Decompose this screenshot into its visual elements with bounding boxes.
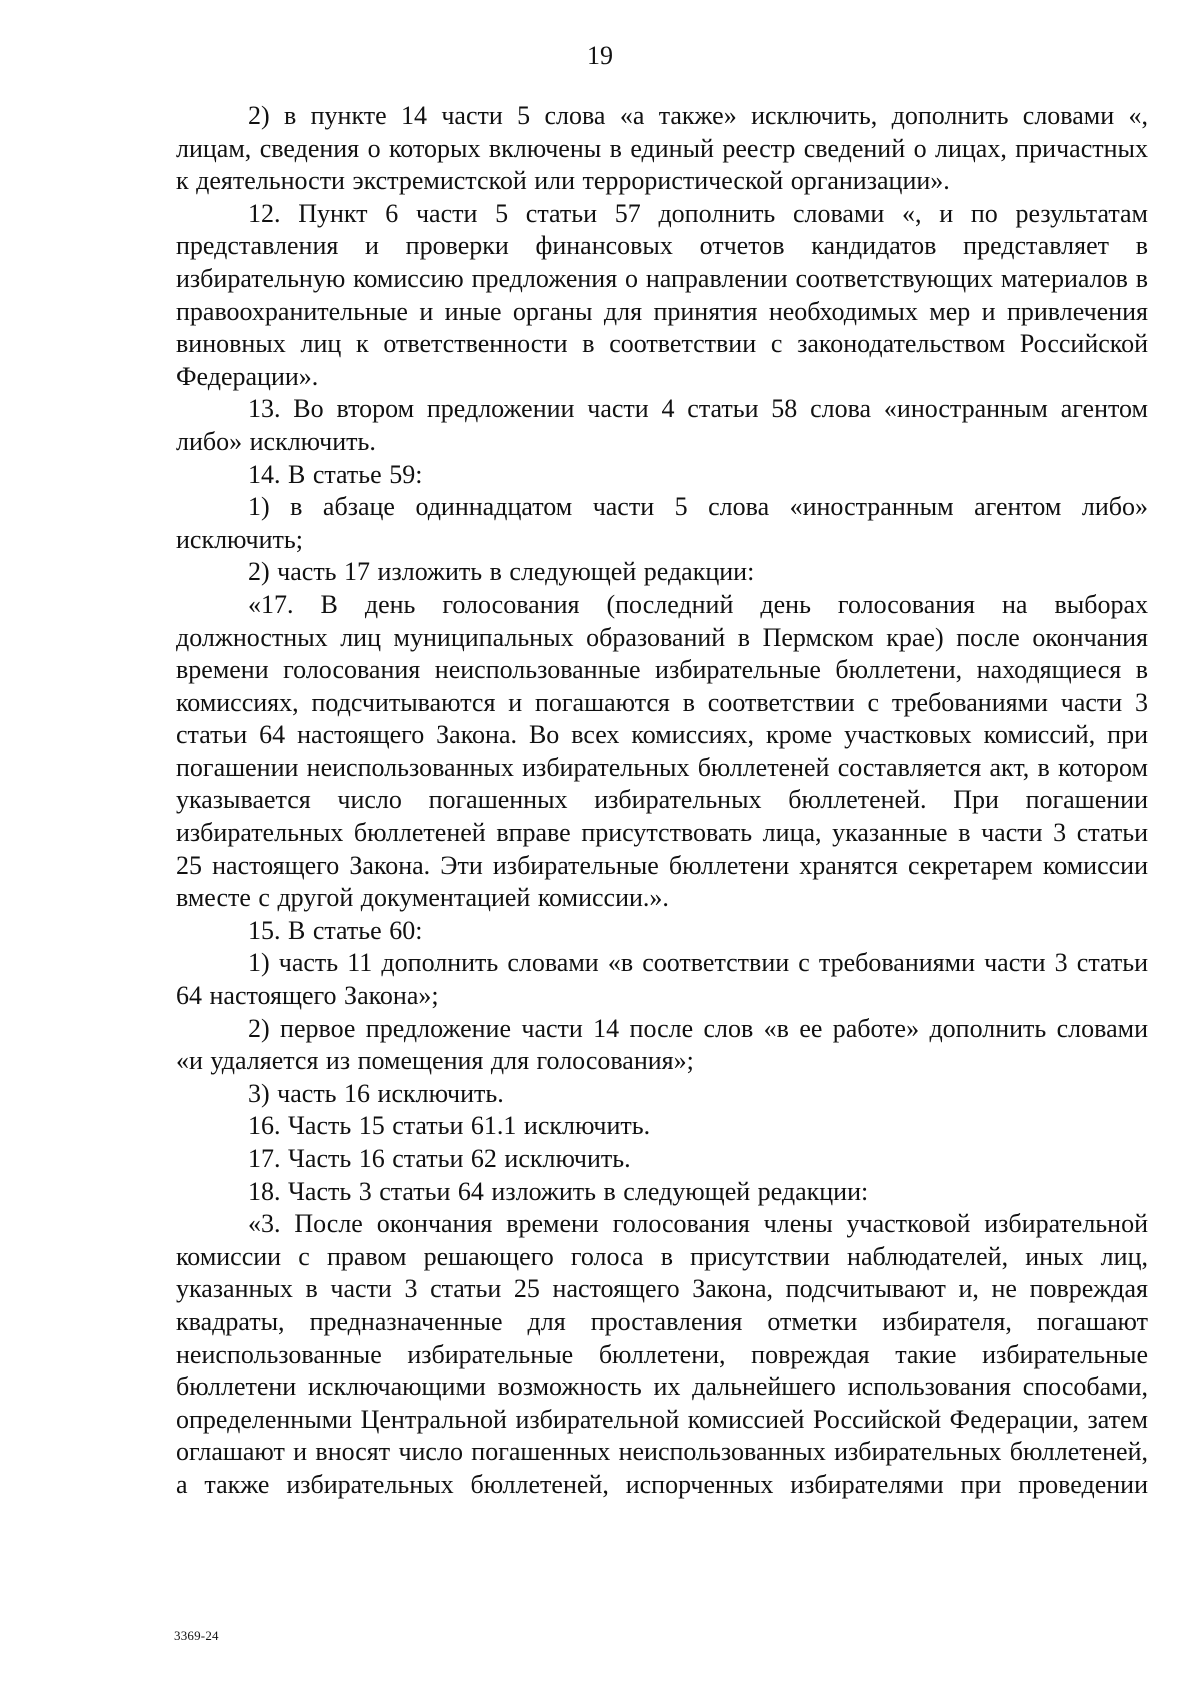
paragraph-14: 18. Часть 3 статьи 64 изложить в следующей редакции: [248, 1176, 869, 1206]
page-number: 19 [587, 41, 613, 70]
paragraph-10: 2) первое предложение части 14 после слов «в ее работе» дополнить словами «и удаляется из помещения для голосования»; [176, 1013, 1148, 1076]
paragraph-12: 16. Часть 15 статьи 61.1 исключить. [248, 1111, 651, 1141]
paragraph-6: 2) часть 17 изложить в следующей редакции: [248, 557, 755, 587]
paragraph-2: 12. Пункт 6 части 5 статьи 57 дополнить словами «, и по результатам представления и проверки финансовых отчетов кандидатов представляет в избирательную комиссию предложения о направлении соответствующих материалов в правоохранительные и иные органы для принятия необходимых мер и привлечения виновных лиц к ответственности в соответствии с законодательством Российской Федерации». [176, 198, 1148, 391]
paragraph-13: 17. Часть 16 статьи 62 исключить. [248, 1144, 631, 1173]
paragraph-8: 15. В статье 60: [248, 915, 423, 945]
paragraph-7: «17. В день голосования (последний день голосования на выборах должностных лиц муниципальных образований в Пермском крае) после окончания времени голосования неиспользованные избирательные бюллетени, находящиеся в комиссиях, подсчитываются и погашаются в соответствии с требованиями части 3 статьи 64 настоящего Закона. Во всех комиссиях, кроме участковых комиссий, при погашении неиспользованных избирательных бюллетеней составляется акт, в котором указывается число погашенных избирательных бюллетеней. При погашении избирательных бюллетеней вправе присутствовать лица, указанные в части 3 статьи 25 настоящего Закона. Эти избирательные бюллетени хранятся секретарем комиссии вместе с другой документацией комиссии.». [176, 589, 1148, 913]
paragraph-3: 13. Во втором предложении части 4 статьи 58 слова «иностранным агентом либо» исключить. [176, 394, 1148, 456]
paragraph-4: 14. В статье 59: [248, 459, 423, 489]
document-body [176, 100, 1148, 1502]
paragraph-15: «3. После окончания времени голосования члены участковой избирательной комиссии с правом решающего голоса в присутствии наблюдателей, иных лиц, указанных в части 3 статьи 25 настоящего Закона, подсчитывают и, не повреждая квадраты, предназначенные для проставления отметки избирателя, погашают неиспользованные избирательные бюллетени, повреждая такие избирательные бюллетени исключающими возможность их дальнейшего использования способами, определенными Центральной избирательной комиссией Российской Федерации, затем оглашают и вносят число погашенных неиспользованных избирательных бюллетеней, а также избирательных бюллетеней, испорченных избирателями при проведении [176, 1209, 1148, 1499]
document-code: 3369-24 [174, 1628, 219, 1643]
paragraph-11: 3) часть 16 исключить. [248, 1078, 504, 1108]
paragraph-1: 2) в пункте 14 части 5 слова «а также» исключить, дополнить словами «, лицам, сведения о которых включены в единый реестр сведений о лицах, причастных к деятельности экстремистской или террористической организации». [176, 101, 1148, 196]
paragraph-9: 1) часть 11 дополнить словами «в соответствии с требованиями части 3 статьи 64 настоящего Закона»; [176, 948, 1148, 1011]
paragraph-5: 1) в абзаце одиннадцатом части 5 слова «иностранным агентом либо» исключить; [176, 492, 1148, 554]
